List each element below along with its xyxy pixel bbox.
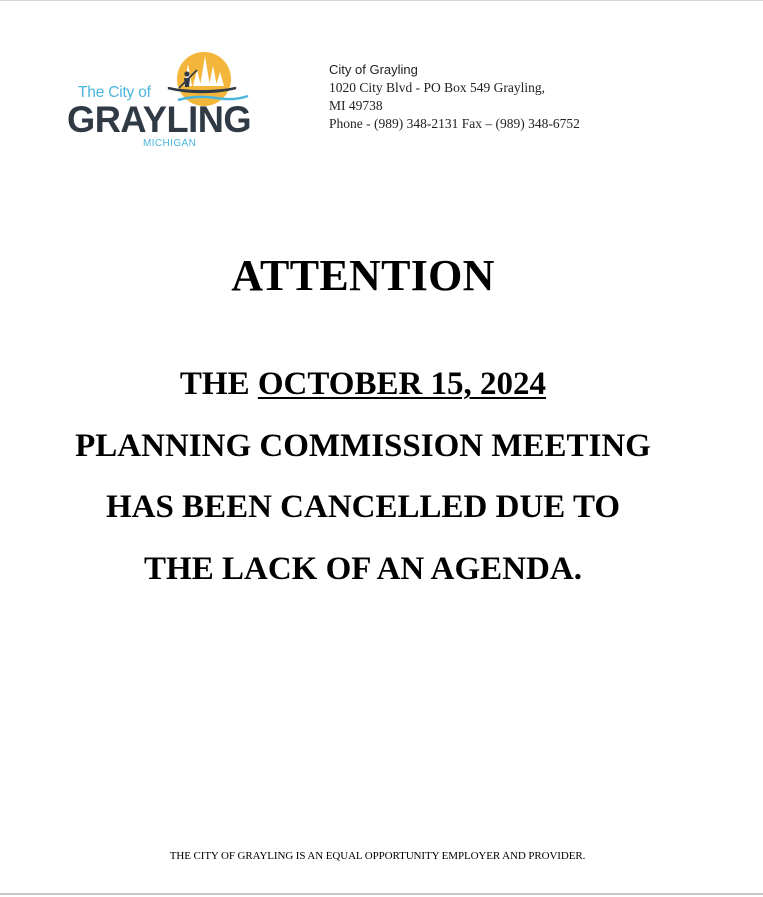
notice-line-2: PLANNING COMMISSION MEETING — [75, 427, 651, 464]
equal-opportunity-footer: THE CITY OF GRAYLING IS AN EQUAL OPPORTUNITY EMPLOYER AND PROVIDER. — [169, 850, 586, 862]
bottom-rule — [0, 893, 763, 895]
attention-heading: ATTENTION — [231, 251, 495, 300]
top-rule — [0, 0, 763, 1]
notice-line-1 — [0, 354, 726, 416]
address-line-1: 1020 City Blvd - PO Box 549 Grayling, — [329, 80, 546, 95]
cancellation-notice — [0, 354, 726, 600]
notice-line-1-prefix: THE — [179, 366, 258, 402]
notice-line-3: HAS BEEN CANCELLED DUE TO — [105, 489, 621, 525]
address-line-2: MI 49738 — [329, 98, 383, 113]
address-city-name: City of Grayling — [329, 62, 418, 77]
logo-grayling-text: GRAYLING — [67, 99, 252, 140]
city-logo — [66, 50, 254, 152]
notice-line-4: THE LACK OF AN AGENDA. — [144, 550, 582, 587]
logo-city-of-text: The City of — [78, 84, 151, 101]
logo-michigan-text: MICHIGAN — [143, 138, 197, 149]
meeting-date: OCTOBER 15, 2024 — [257, 366, 547, 402]
city-address-block — [329, 61, 580, 133]
address-phone-fax: Phone - (989) 348-2131 Fax – (989) 348-6752 — [329, 116, 580, 131]
